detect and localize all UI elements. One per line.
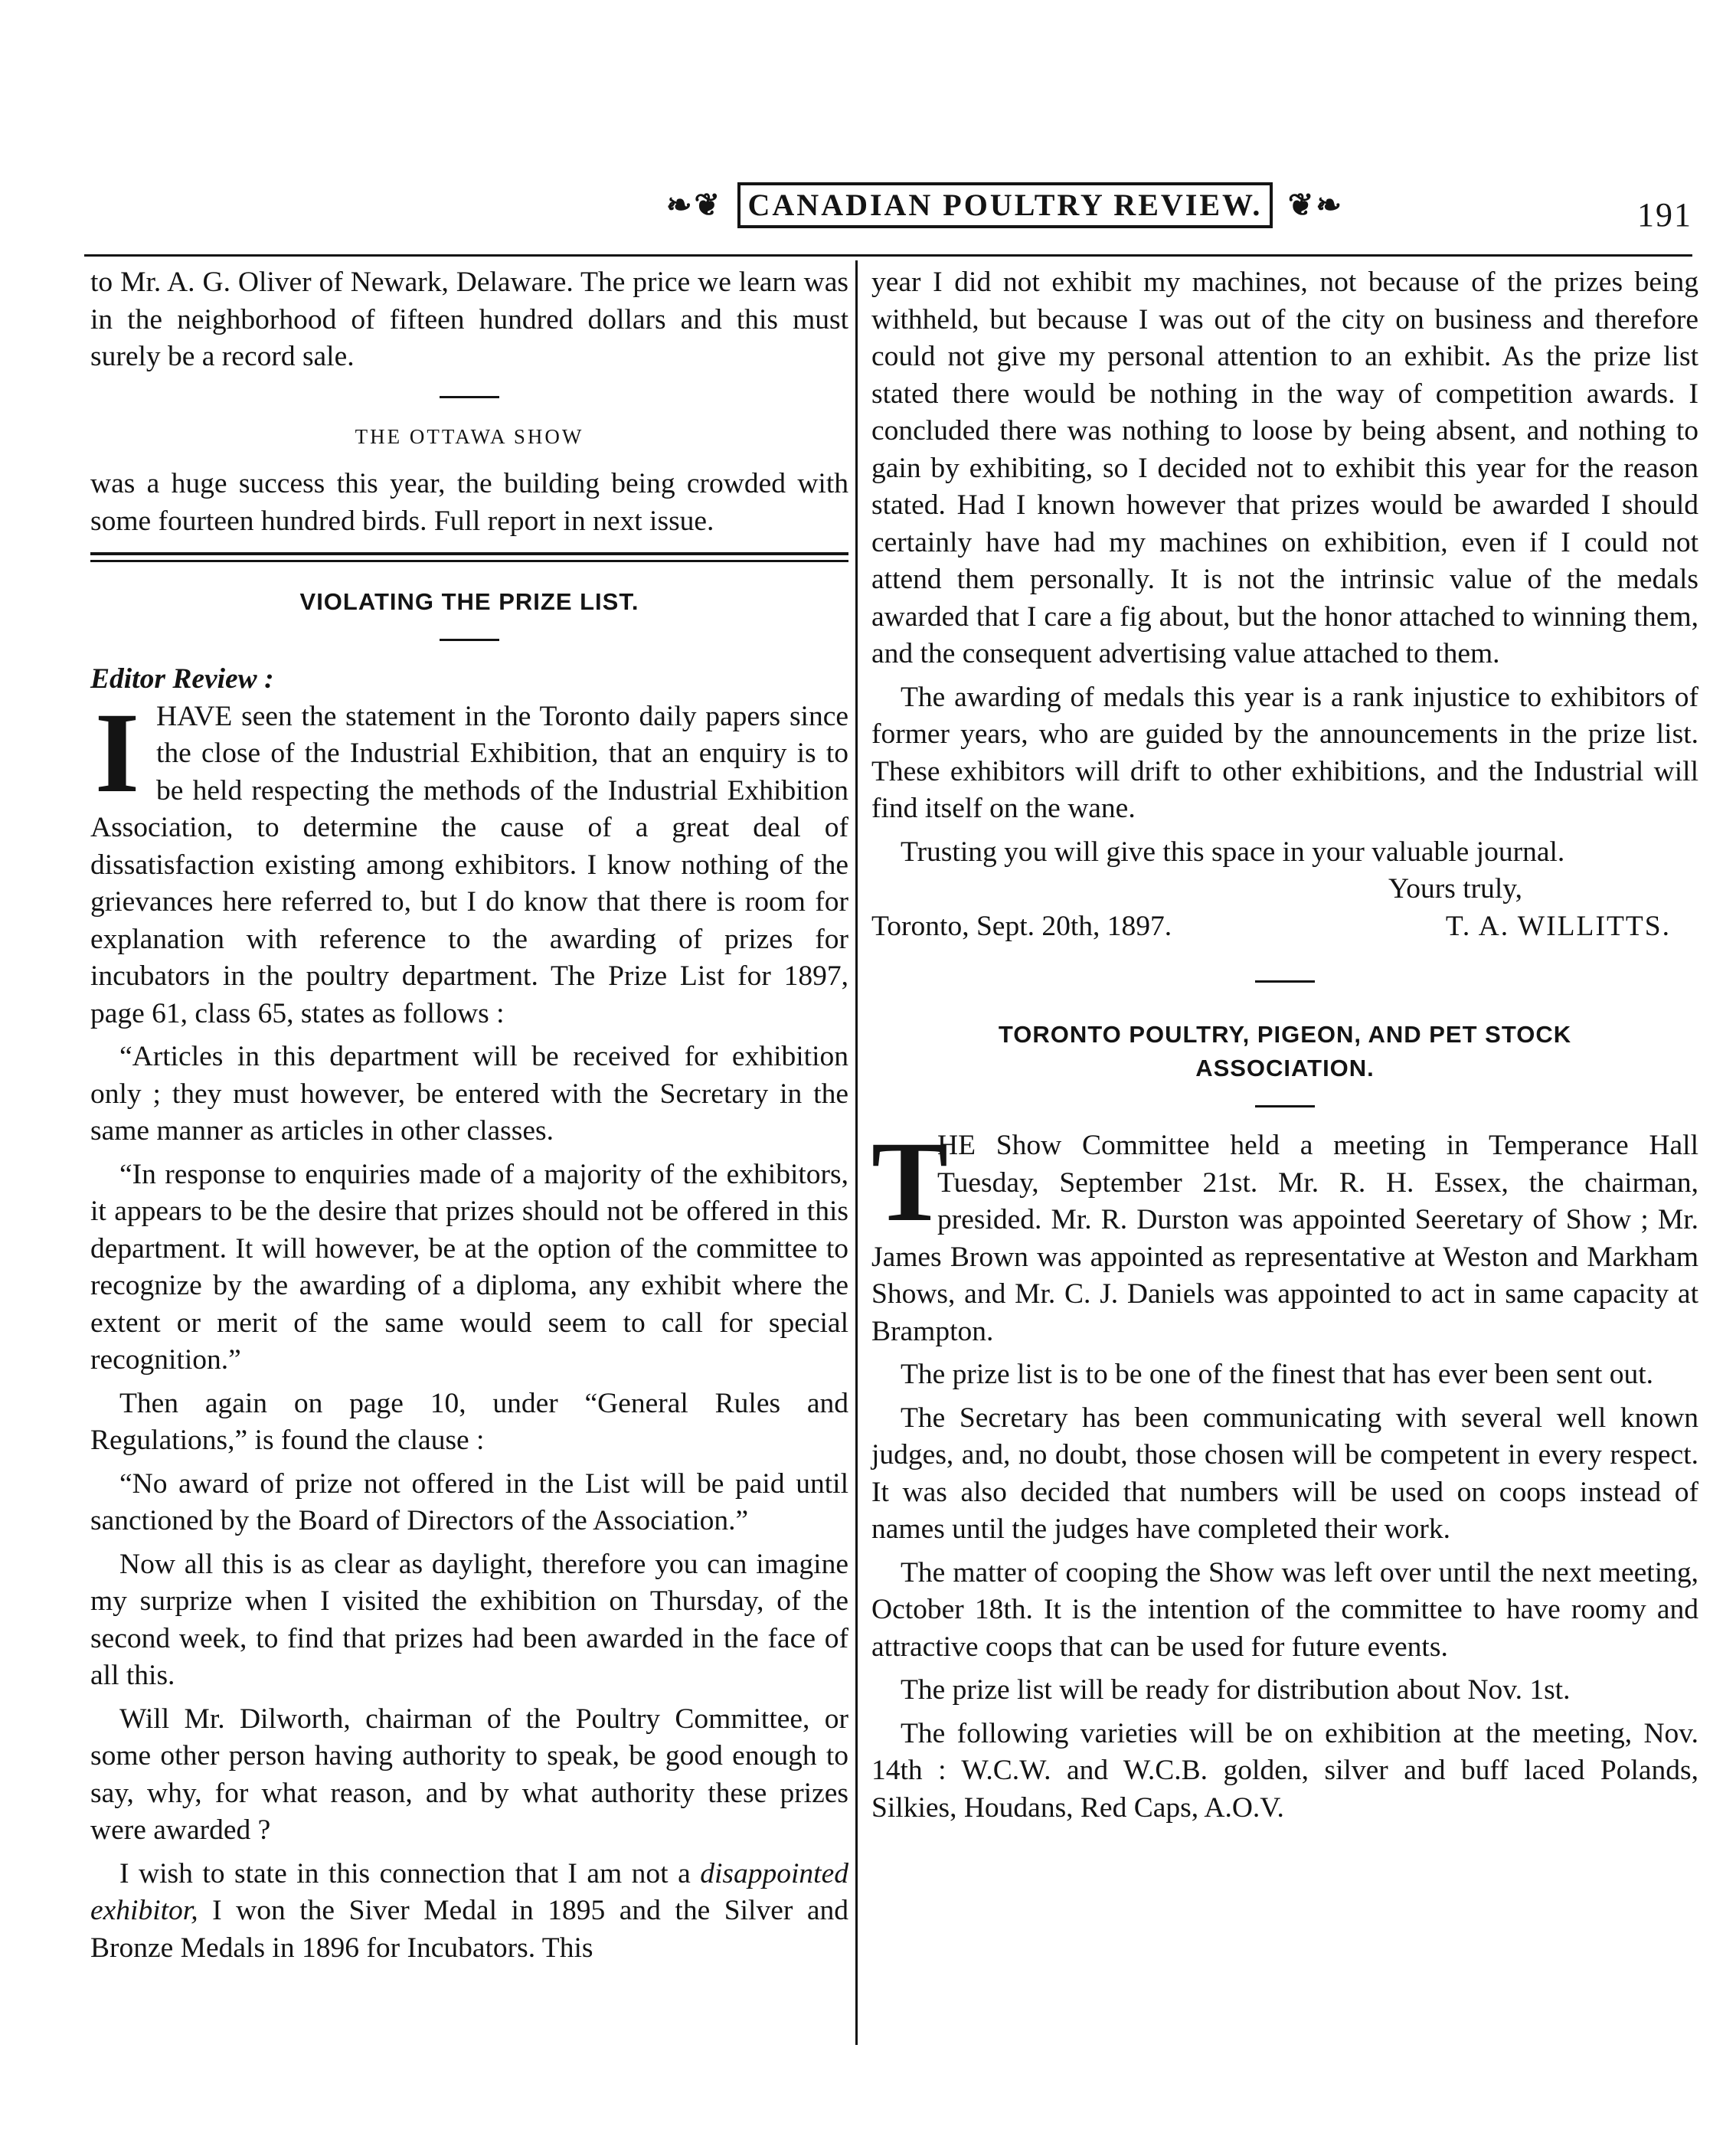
left-column — [90, 264, 848, 1967]
opening-text: HAVE seen the statement in the Toronto daily papers since the close of the Industrial Exhibition, that an enquiry is to be held respecting the methods of the Industrial Exhibition Association, to determine the cause of a great deal of dissatisfaction existing among exhibitors. I know nothing of the grievances here referred to, but I do know that there is room for explanation with reference to the awarding of prizes for incubators in the poultry department. The Prize List for 1897, page 61, class 65, states as follows : — [90, 700, 848, 1029]
title-divider — [1255, 1105, 1315, 1107]
masthead — [84, 172, 1692, 241]
body-paragraph: Trusting you will give this space in your valuable journal. — [901, 836, 1565, 868]
section-divider — [1255, 980, 1315, 983]
body-paragraph: The prize list will be ready for distribution about Nov. 1st. — [901, 1674, 1571, 1706]
salutation: Editor Review : — [90, 663, 274, 695]
opening-text: HE Show Committee held a meeting in Temperance Hall Tuesday, September 21st. Mr. R. H. Essex, the chairman, presided. Mr. R. Durston was appointed Seeretary of Show ; Mr. James Brown was appointed as representative at Weston and Markham Shows, and Mr. C. J. Daniels was appointed to act in same capacity at Brampton. — [871, 1130, 1698, 1347]
quote-paragraph: “No award of prize not offered in the List will be paid until sanctioned by the Board of Directors of the Association.” — [90, 1467, 848, 1536]
opening-paragraph — [871, 1118, 1698, 1350]
masthead-rule — [84, 254, 1692, 257]
opening-paragraph — [90, 689, 848, 1033]
body-paragraph: The prize list is to be one of the finest that has ever been sent out. — [901, 1359, 1654, 1390]
drop-cap: T — [871, 1118, 949, 1245]
body-paragraph: The matter of cooping the Show was left over until the next meeting, October 18th. It is the intention of the committee to have roomy and attractive coops that can be used for future events. — [871, 1556, 1698, 1663]
publication-title — [666, 180, 1344, 228]
right-column — [871, 264, 1698, 1827]
title-divider — [440, 639, 499, 641]
body-text: I won the Siver Medal in 1895 and the Silver and Bronze Medals in 1896 for Incubators. This — [90, 1895, 848, 1964]
section-divider — [440, 396, 499, 398]
body-paragraph: Will Mr. Dilworth, chairman of the Poultry Committee, or some other person having authority to speak, be good enough to say, why, for what reason, and by what authority these prizes were awarded ? — [90, 1703, 848, 1846]
ottawa-heading: THE OTTAWA SHOW — [355, 424, 584, 448]
publication-title-text: CANADIAN POULTRY REVIEW. — [737, 182, 1273, 228]
column-divider — [855, 260, 858, 2045]
ottawa-paragraph: was a huge success this year, the building being crowded with some fourteen hundred birds. Full report in next issue. — [90, 468, 848, 537]
body-paragraph: The Secretary has been communicating with several well known judges, and, no doubt, those chosen will be competent in every respect. It was also decided that numbers will be used on coops instead of names until the judges have completed their work. — [871, 1402, 1698, 1545]
page-number: 191 — [1637, 196, 1692, 234]
quote-paragraph: “In response to enquiries made of a majority of the exhibitors, it appears to be the desire that prizes should not be offered in this department. It will however, be at the option of the committee to recognize by the awarding of a diploma, any exhibit where the extent or merit of the same would seem to call for special recognition.” — [90, 1158, 848, 1376]
continuation-paragraph: year I did not exhibit my machines, not because of the prizes being withheld, but because I was out of the city on business and therefore could not give my personal attention to an exhibit. As the prize list stated there would be nothing in the way of competition awards. I concluded there was nothing to loose by being absent, and nothing to gain by exhibiting, so I decided not to exhibit this year for the reason stated. Had I known however that prizes would be awarded I should certainly have had my machines on exhibition, even if I could not attend them personally. It is not the intrinsic value of the medals awarded that I care a fig about, but the honor attached to winning them, and the consequent advertising value attached to them. — [871, 267, 1698, 669]
body-paragraph: Now all this is as clear as daylight, therefore you can imagine my surprize when I visited the exhibition on Thursday, of the second week, to find that prizes had been awarded in the face of all this. — [90, 1548, 848, 1691]
body-text: I wish to state in this connection that I am not a — [119, 1857, 701, 1889]
signature-row — [871, 908, 1698, 946]
left-ornament-icon: ❧❦ — [666, 188, 723, 222]
closing-line: Yours truly, — [1388, 873, 1522, 905]
continuation-paragraph: to Mr. A. G. Oliver of Newark, Delaware. The price we learn was in the neighborhood of fifteen hundred dollars and this must surely be a record sale. — [90, 267, 848, 372]
body-paragraph: Then again on page 10, under “General Rules and Regulations,” is found the clause : — [90, 1387, 848, 1456]
right-ornament-icon: ❦❧ — [1287, 188, 1344, 222]
double-rule — [90, 552, 848, 562]
body-paragraph: The awarding of medals this year is a rank injustice to exhibitors of former years, who are guided by the announcements in the prize list. These exhibitors will drift to other exhibitions, and the Industrial will find itself on the wane. — [871, 681, 1698, 824]
body-paragraph — [90, 1856, 848, 1968]
emphasis-text: disappointed exhibitor, — [90, 1857, 848, 1926]
dateline: Toronto, Sept. 20th, 1897. — [871, 910, 1172, 942]
drop-cap: I — [94, 689, 140, 816]
article-title: VIOLATING THE PRIZE LIST. — [299, 588, 639, 615]
article-title: TORONTO POULTRY, PIGEON, AND PET STOCK ASSOCIATION. — [998, 1021, 1572, 1081]
signature: T. A. WILLITTS. — [1445, 910, 1671, 942]
body-paragraph: The following varieties will be on exhibition at the meeting, Nov. 14th : W.C.W. and W.C.B. golden, silver and buff laced Polands, Silkies, Houdans, Red Caps, A.O.V. — [871, 1717, 1698, 1824]
quote-paragraph: “Articles in this department will be received for exhibition only ; they must however, be entered with the Secretary in the same manner as articles in other classes. — [90, 1041, 848, 1147]
